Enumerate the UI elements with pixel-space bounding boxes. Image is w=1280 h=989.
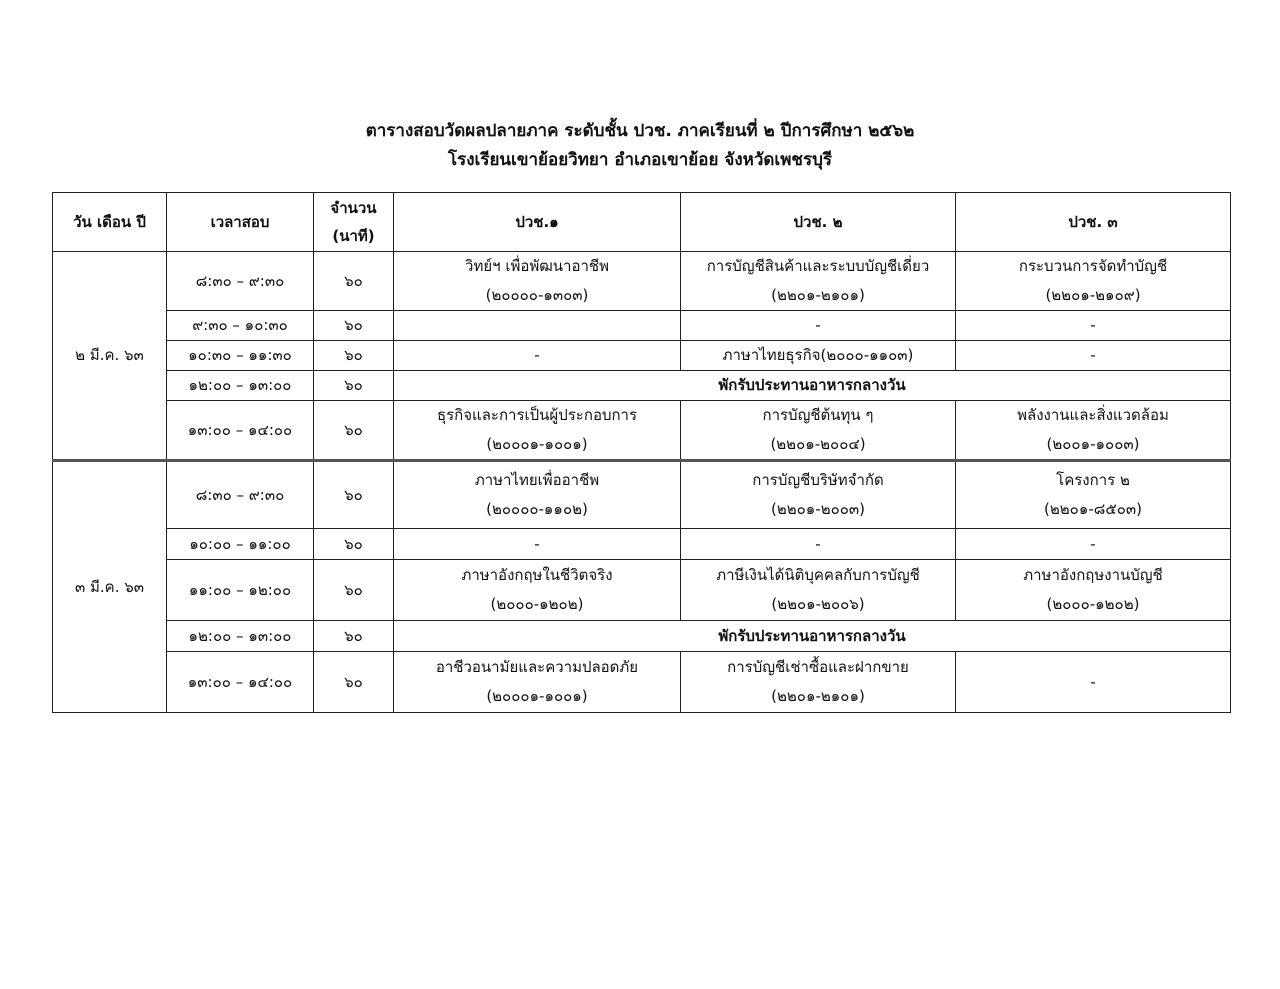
table-row xyxy=(53,461,1231,529)
time-cell: ๑๐:๓๐ – ๑๑:๓๐ xyxy=(167,341,314,371)
subject-code: (๒๒๐๑-๒๐๐๔) xyxy=(770,435,866,453)
minutes-cell: ๖๐ xyxy=(314,621,394,652)
subject-cell-grade-1 xyxy=(394,461,681,529)
subject-code: (๒๐๐๑-๑๐๐๓) xyxy=(1046,435,1140,453)
subject-cell-grade-2 xyxy=(681,252,956,311)
time-cell: ๑๓:๐๐ – ๑๔:๐๐ xyxy=(167,652,314,713)
subject-cell-grade-2: ภาษาไทยธุรกิจ(๒๐๐๐-๑๑๐๓) xyxy=(681,341,956,371)
header-grade-2: ปวช. ๒ xyxy=(681,193,956,252)
subject-cell-grade-3: - xyxy=(956,311,1231,341)
subject-name: ภาษีเงินได้นิติบุคคลกับการบัญชี xyxy=(716,566,920,584)
subject-name: กระบวนการจัดทำบัญชี xyxy=(1018,257,1168,275)
time-cell: ๑๒:๐๐ – ๑๓:๐๐ xyxy=(167,621,314,652)
subject-cell-grade-1 xyxy=(394,560,681,621)
subject-code: (๒๐๐๐๐-๑๑๐๒) xyxy=(486,500,588,518)
title-line-2: โรงเรียนเขาย้อยวิทยา อำเภอเขาย้อย จังหวัดเพชรบุรี xyxy=(447,150,833,170)
subject-cell-grade-3 xyxy=(956,560,1231,621)
subject-name: การบัญชีต้นทุน ๆ xyxy=(762,406,874,424)
lunch-break-cell: พักรับประทานอาหารกลางวัน xyxy=(394,621,1231,652)
minutes-cell: ๖๐ xyxy=(314,652,394,713)
subject-cell-grade-3: - xyxy=(956,652,1231,713)
subject-cell-grade-2 xyxy=(681,401,956,461)
time-cell: ๘:๓๐ – ๙:๓๐ xyxy=(167,252,314,311)
table-row xyxy=(53,371,1231,401)
subject-cell-grade-2 xyxy=(681,652,956,713)
subject-code: (๒๐๐๐-๑๒๐๒) xyxy=(1046,595,1140,613)
subject-cell-grade-1 xyxy=(394,252,681,311)
subject-cell-grade-2: - xyxy=(681,529,956,560)
subject-code: (๒๐๐๐๑-๑๐๐๑) xyxy=(486,687,588,705)
subject-name: การบัญชีสินค้าและระบบบัญชีเดี่ยว xyxy=(706,257,930,275)
minutes-cell: ๖๐ xyxy=(314,252,394,311)
subject-cell-grade-1: - xyxy=(394,341,681,371)
subject-cell-grade-2 xyxy=(681,560,956,621)
subject-name: ภาษาไทยเพื่ออาชีพ xyxy=(474,471,600,489)
document-title xyxy=(0,117,1280,175)
subject-cell-grade-1 xyxy=(394,311,681,341)
header-row xyxy=(53,193,1231,252)
table-row xyxy=(53,311,1231,341)
header-date: วัน เดือน ปี xyxy=(53,193,167,252)
time-cell: ๑๓:๐๐ – ๑๔:๐๐ xyxy=(167,401,314,461)
subject-cell-grade-2: - xyxy=(681,311,956,341)
header-minutes-line1: จำนวน xyxy=(330,199,377,217)
table-row xyxy=(53,652,1231,713)
subject-name: พลังงานและสิ่งแวดล้อม xyxy=(1017,406,1169,424)
header-grade-1: ปวช.๑ xyxy=(394,193,681,252)
minutes-cell: ๖๐ xyxy=(314,461,394,529)
subject-code: (๒๒๐๑-๘๕๐๓) xyxy=(1044,500,1142,518)
time-cell: ๑๐:๐๐ – ๑๑:๐๐ xyxy=(167,529,314,560)
subject-cell-grade-3 xyxy=(956,401,1231,461)
subject-code: (๒๒๐๑-๒๑๐๑) xyxy=(771,286,865,304)
subject-name: ภาษาอังกฤษงานบัญชี xyxy=(1023,566,1163,584)
subject-code: (๒๒๐๑-๒๑๐๙) xyxy=(1045,286,1141,304)
subject-cell-grade-3: - xyxy=(956,341,1231,371)
subject-code: (๒๒๐๑-๒๐๐๖) xyxy=(771,595,865,613)
subject-code: (๒๐๐๐๑-๑๐๐๑) xyxy=(486,435,588,453)
subject-name: การบัญชีเช่าซื้อและฝากขาย xyxy=(727,658,909,676)
table-row xyxy=(53,529,1231,560)
subject-cell-grade-3 xyxy=(956,461,1231,529)
time-cell: ๑๑:๐๐ – ๑๒:๐๐ xyxy=(167,560,314,621)
minutes-cell: ๖๐ xyxy=(314,560,394,621)
time-cell: ๙:๓๐ – ๑๐:๓๐ xyxy=(167,311,314,341)
subject-name: ภาษาอังกฤษในชีวิตจริง xyxy=(461,566,613,584)
header-minutes-line2: (นาที) xyxy=(332,227,375,245)
subject-code: (๒๒๐๑-๒๐๐๓) xyxy=(770,500,866,518)
subject-name: โครงการ ๒ xyxy=(1056,471,1130,489)
table-row xyxy=(53,341,1231,371)
minutes-cell: ๖๐ xyxy=(314,371,394,401)
subject-code: (๒๐๐๐๐-๑๓๐๓) xyxy=(485,286,589,304)
table-row xyxy=(53,621,1231,652)
subject-cell-grade-2 xyxy=(681,461,956,529)
subject-cell-grade-3 xyxy=(956,252,1231,311)
header-time: เวลาสอบ xyxy=(167,193,314,252)
subject-cell-grade-3: - xyxy=(956,529,1231,560)
subject-name: อาชีวอนามัยและความปลอดภัย xyxy=(435,658,639,676)
subject-code: (๒๐๐๐-๑๒๐๒) xyxy=(490,595,584,613)
header-grade-3: ปวช. ๓ xyxy=(956,193,1231,252)
subject-cell-grade-1 xyxy=(394,652,681,713)
subject-name: การบัญชีบริษัทจำกัด xyxy=(752,471,884,489)
subject-name: ธุรกิจและการเป็นผู้ประกอบการ xyxy=(436,406,638,424)
time-cell: ๑๒:๐๐ – ๑๓:๐๐ xyxy=(167,371,314,401)
table-row xyxy=(53,560,1231,621)
minutes-cell: ๖๐ xyxy=(314,311,394,341)
subject-cell-grade-1 xyxy=(394,401,681,461)
table-row xyxy=(53,401,1231,461)
header-minutes xyxy=(314,193,394,252)
minutes-cell: ๖๐ xyxy=(314,401,394,461)
time-cell: ๘:๓๐ – ๙:๓๐ xyxy=(167,461,314,529)
date-cell: ๒ มี.ค. ๖๓ xyxy=(53,252,167,461)
date-cell: ๓ มี.ค. ๖๓ xyxy=(53,461,167,713)
subject-cell-grade-1: - xyxy=(394,529,681,560)
exam-schedule-table xyxy=(52,192,1231,713)
minutes-cell: ๖๐ xyxy=(314,529,394,560)
lunch-break-cell: พักรับประทานอาหารกลางวัน xyxy=(394,371,1231,401)
subject-name: วิทย์ฯ เพื่อพัฒนาอาชีพ xyxy=(465,257,609,275)
subject-code: (๒๒๐๑-๒๑๐๑) xyxy=(771,687,865,705)
title-line-1: ตารางสอบวัดผลปลายภาค ระดับชั้น ปวช. ภาคเรียนที่ ๒ ปีการศึกษา ๒๕๖๒ xyxy=(365,121,915,141)
minutes-cell: ๖๐ xyxy=(314,341,394,371)
table-row xyxy=(53,252,1231,311)
